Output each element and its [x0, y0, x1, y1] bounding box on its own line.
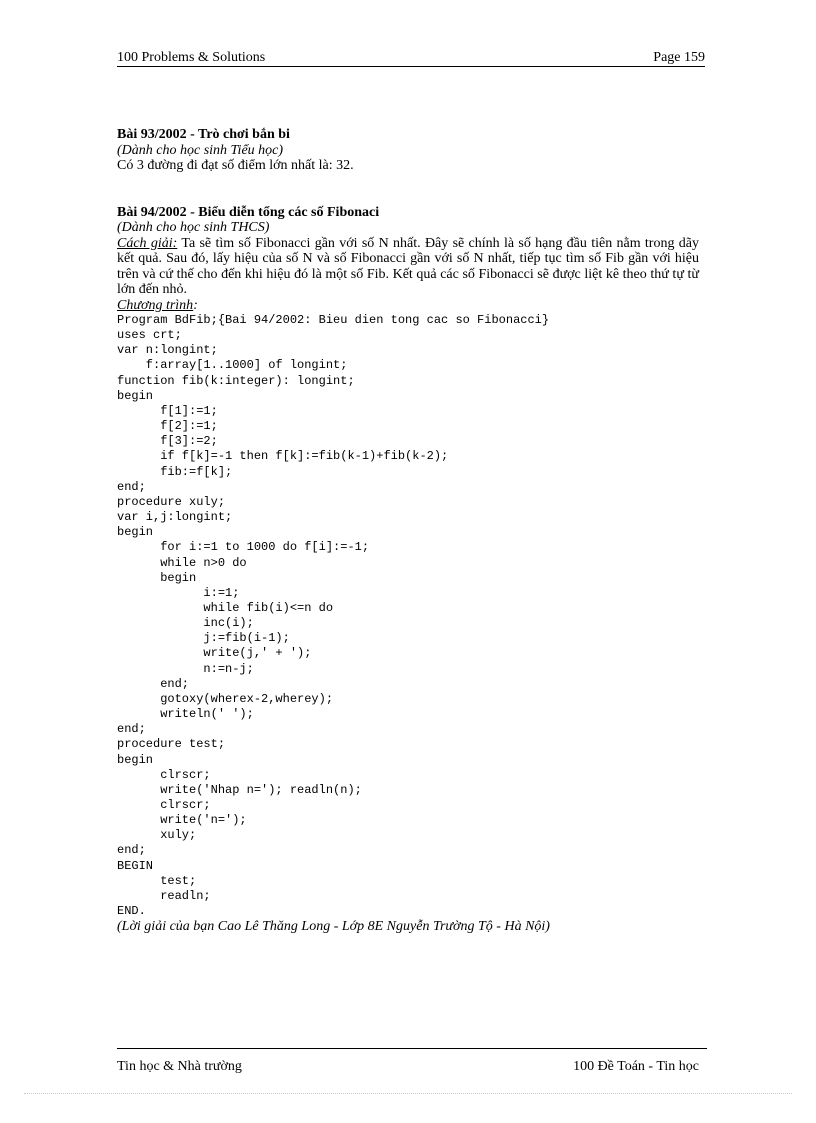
program-heading — [117, 298, 699, 314]
problem-93-answer: Có 3 đường đi đạt số điểm lớn nhất là: 32. — [117, 158, 354, 173]
problem-94 — [117, 205, 699, 935]
problem-93-title: Bài 93/2002 - Trò chơi bắn bi — [117, 127, 290, 142]
program-label: Chương trình — [117, 297, 194, 313]
header-book-title: 100 Problems & Solutions — [117, 50, 266, 65]
solution-paragraph — [117, 236, 699, 298]
solution-credit: (Lời giải của bạn Cao Lê Thăng Long - Lớp 8E Nguyễn Trường Tộ - Hà Nội) — [117, 919, 550, 935]
header-page-number: Page 159 — [653, 50, 705, 65]
solution-text: Ta sẽ tìm số Fibonacci gần với số N nhất. Đây sẽ chính là số hạng đầu tiên nằm trong dãy kết quả. Sau đó, lấy hiệu của số N và số Fibonacci gần với số N nhất, tiếp tục tìm số Fib gần với hiệu trên và cứ thế cho đến khi hiệu đó là một số Fib. Kết quả các số Fibonacci sẽ được liệt kê theo thứ tự từ lớn đến nhỏ. — [117, 235, 699, 297]
problem-93 — [117, 127, 699, 174]
pascal-code-block: Program BdFib;{Bai 94/2002: Bieu dien tong cac so Fibonacci} uses crt; var n:longint; f:array[1..1000] of longint; function fib(k:integer): longint; begin f[1]:=1; f[2]:=1; f[3]:=2; if f[k]=-1 then f[k]:=fib(k-1)+fib(k-2); fib:=f[k]; end; procedure xuly; var i,j:longint; begin for i:=1 to 1000 do f[i]:=-1; while n>0 do begin i:=1; while fib(i)<=n do inc(i); j:=fib(i-1); write(j,' + '); n:=n-j; end; gotoxy(wherex-2,wherey); writeln(' '); end; procedure test; begin clrscr; write('Nhap n='); readln(n); clrscr; write('n='); xuly; end; BEGIN test; readln; END. — [117, 313, 550, 919]
footer-book: 100 Đề Toán - Tin học — [573, 1059, 699, 1074]
page-footer — [117, 1058, 699, 1076]
footer-magazine: Tin học & Nhà trường — [117, 1059, 242, 1074]
problem-93-audience: (Dành cho học sinh Tiểu học) — [117, 142, 284, 158]
program-colon: : — [193, 297, 198, 313]
problem-94-title: Bài 94/2002 - Biểu diễn tổng các số Fibonaci — [117, 204, 380, 220]
page-edge-divider — [24, 1093, 792, 1094]
page-header — [117, 50, 705, 67]
solution-label: Cách giải: — [117, 235, 178, 251]
page-content — [117, 127, 699, 935]
footer-divider — [117, 1048, 707, 1049]
problem-94-audience: (Dành cho học sinh THCS) — [117, 220, 270, 235]
